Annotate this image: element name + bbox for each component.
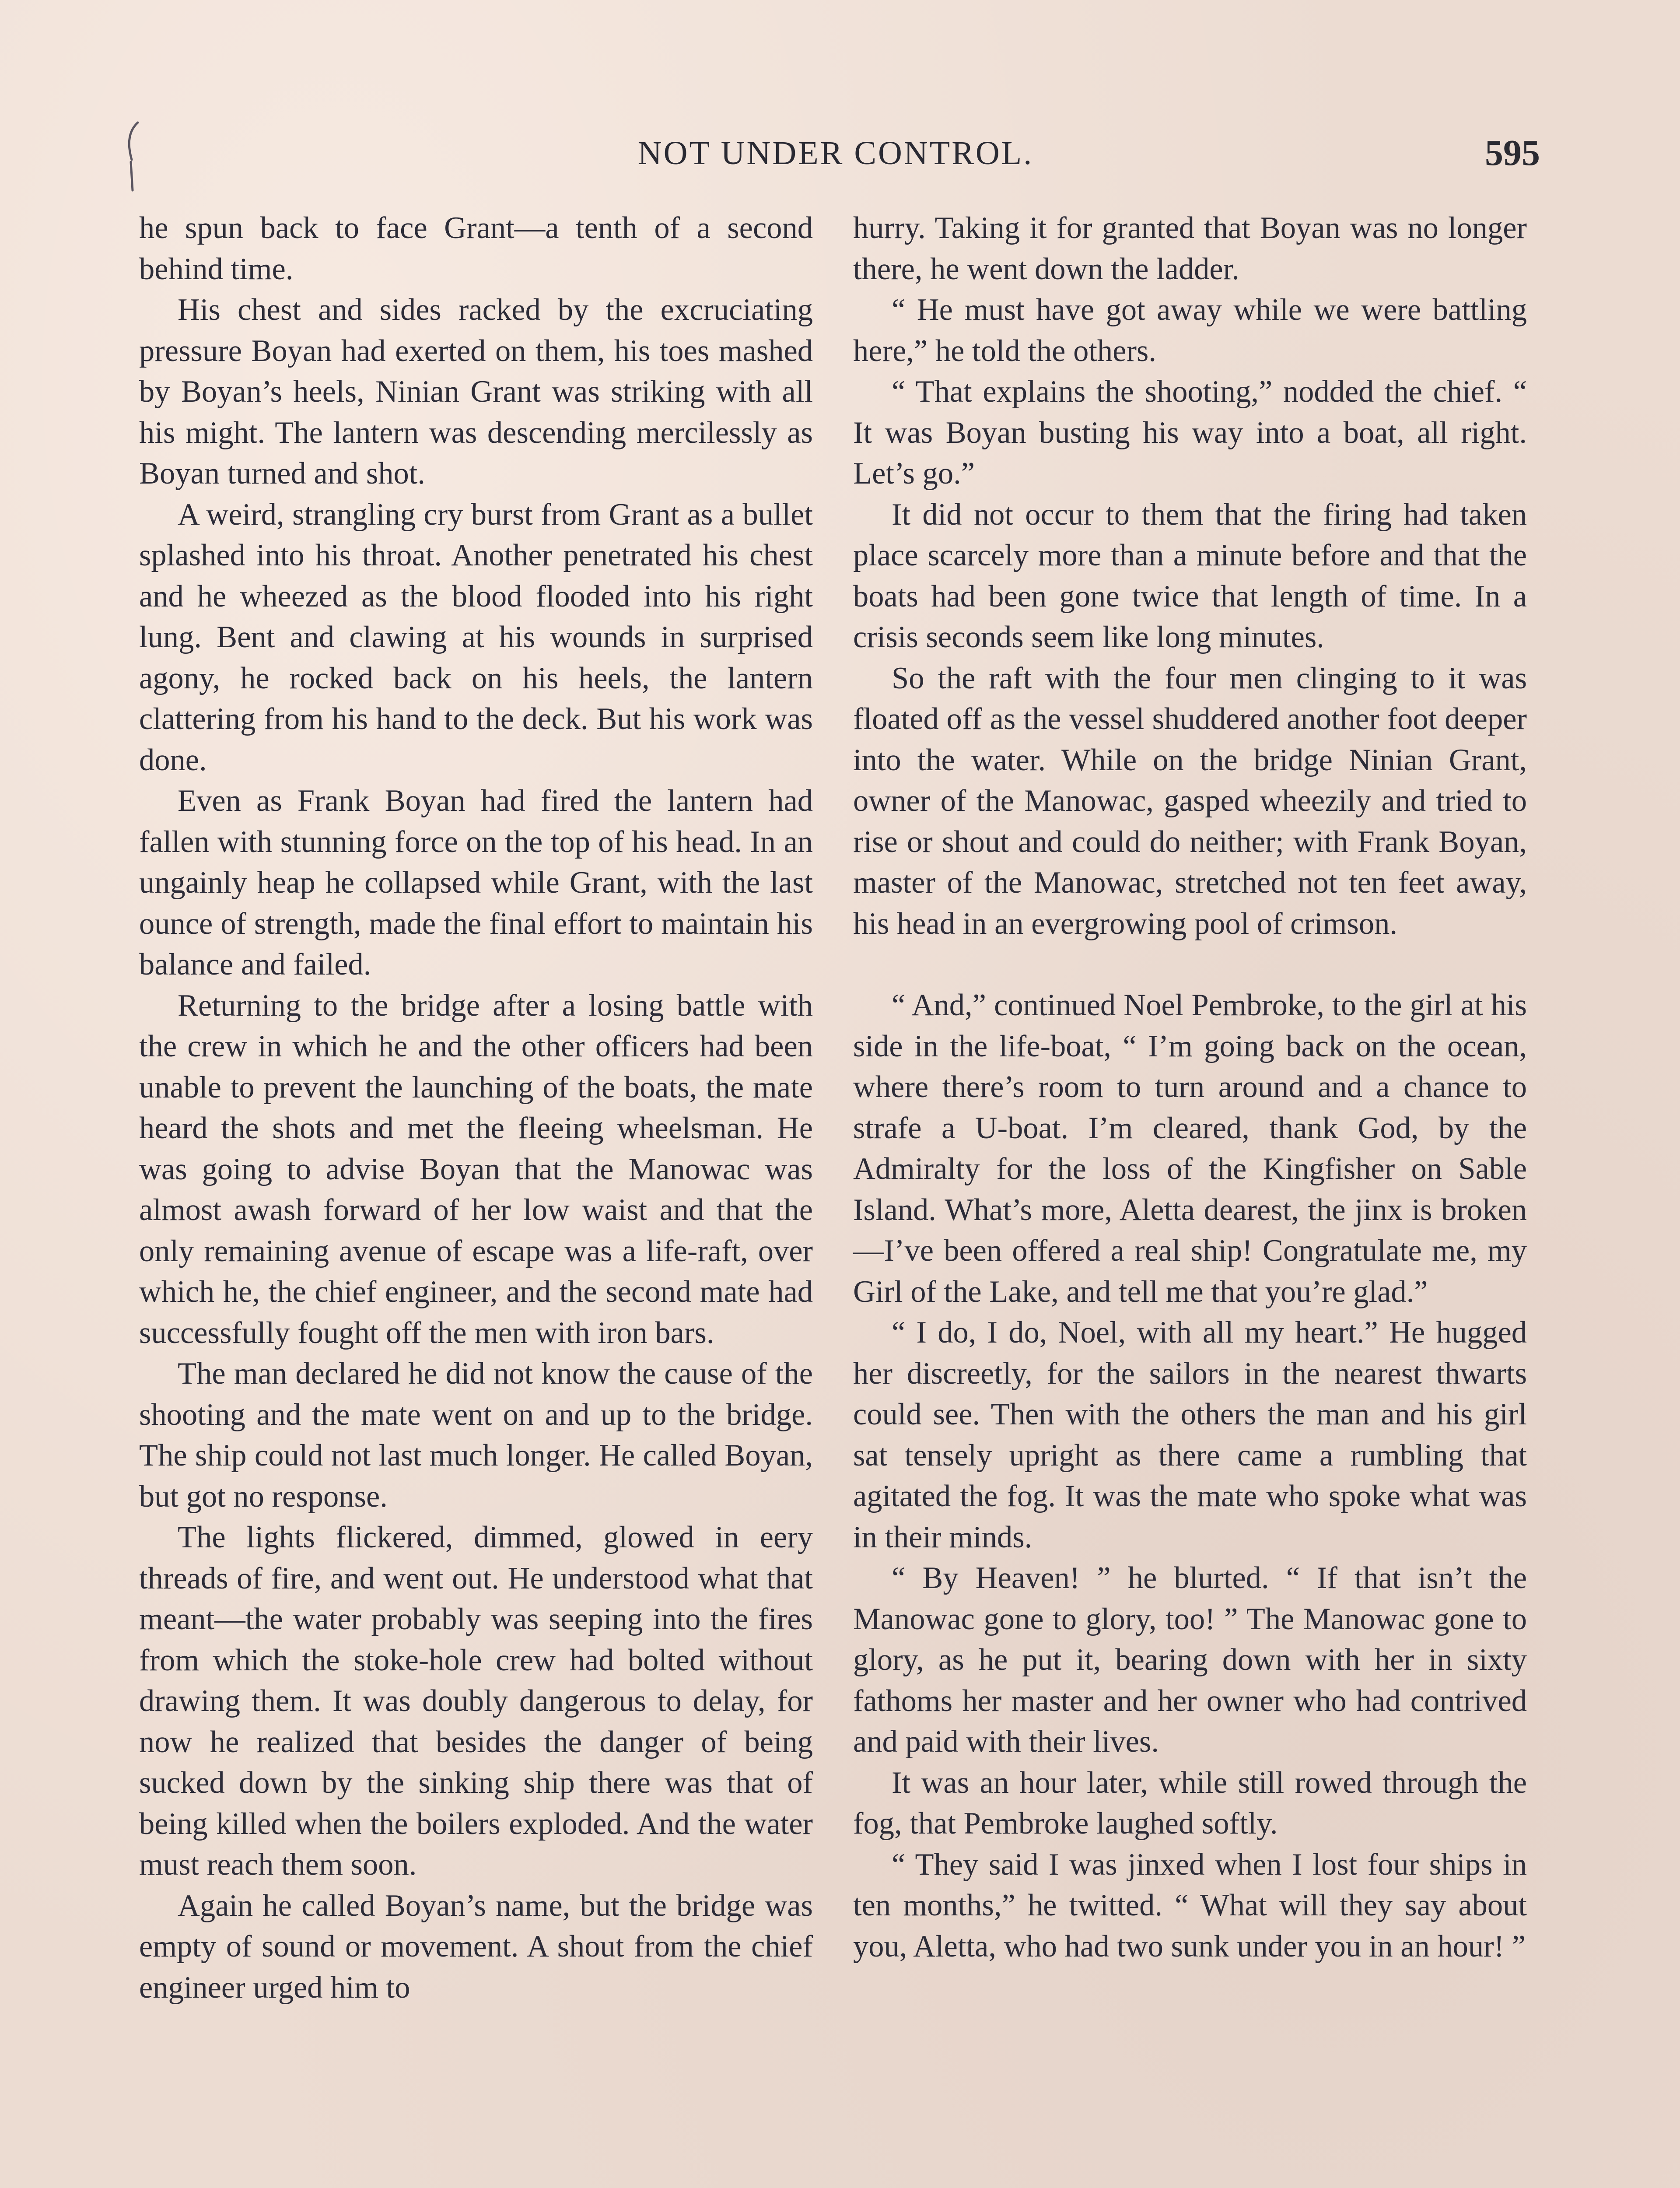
page-number: 595 [1485,133,1540,173]
left-column [139,208,813,2008]
right-column [853,208,1527,1967]
paragraph: Again he called Boyan’s name, but the bridge was empty of sound or movement. A shout from the chief engineer urged him to [139,1888,813,2005]
paragraph: he spun back to face Grant—a tenth of a second behind time. [139,211,813,286]
paragraph: “ He must have got away while we were battling here,” he told the others. [853,293,1527,368]
paragraph: It did not occur to them that the firing had taken place scarcely more than a minute before and that the boats had been gone twice that length of time. In a crisis seconds seem like long minutes. [853,497,1527,654]
running-title: NOT UNDER CONTROL. [637,135,1034,172]
paragraph: A weird, strangling cry burst from Grant as a bullet splashed into his throat. Another penetrated his chest and he wheezed as the blood flooded into his right lung. Bent and clawing at his wounds in surprised agony, he rocked back on his heels, the lantern clattering from his hand to the deck. But his work was done. [139,497,813,777]
paragraph: “ I do, I do, Noel, with all my heart.” He hugged her discreetly, for the sailors in the nearest thwarts could see. Then with the others the man and his girl sat tensely upright as there came a rumbling that agitated the fog. It was the mate who spoke what was in their minds. [853,1315,1527,1554]
paragraph: “ By Heaven! ” he blurted. “ If that isn’t the Manowac gone to glory, too! ” The Manowac gone to glory, as he put it, bearing down with her in sixty fathoms her master and her owner who had contrived and paid with their lives. [853,1561,1527,1759]
paragraph: “ They said I was jinxed when I lost four ships in ten months,” he twitted. “ What will they say about you, Aletta, who had two sunk under you in an hour! ” [853,1847,1527,1964]
paragraph: It was an hour later, while still rowed through the fog, that Pembroke laughed softly. [853,1765,1527,1841]
paragraph: hurry. Taking it for granted that Boyan was no longer there, he went down the ladder. [853,211,1527,286]
paragraph: The lights flickered, dimmed, glowed in eery threads of fire, and went out. He understood what that meant—the water probably was seeping into the fires from which the stoke-hole crew had bolted without drawing them. It was doubly dangerous to delay, for now he realized that besides the danger of being sucked down by the sinking ship there was that of being killed when the boilers exploded. And the water must reach them soon. [139,1520,813,1882]
paragraph: His chest and sides racked by the excruciating pressure Boyan had exerted on them, his toes mashed by Boyan’s heels, Ninian Grant was striking with all his might. The lantern was descending mercilessly as Boyan turned and shot. [139,293,813,491]
paragraph: “ And,” continued Noel Pembroke, to the girl at his side in the life-boat, “ I’m going back on the ocean, where there’s room to turn around and a chance to strafe a U-boat. I’m cleared, thank God, by the Admiralty for the loss of the Kingfisher on Sable Island. What’s more, Aletta dearest, the jinx is broken—I’ve been offered a real ship! Congratulate me, my Girl of the Lake, and tell me that you’re glad.” [853,988,1527,1309]
page-header [131,127,1540,179]
paragraph: “ That explains the shooting,” nodded the chief. “ It was Boyan busting his way into a boat, all right. Let’s go.” [853,375,1527,491]
paragraph: So the raft with the four men clinging to it was floated off as the vessel shuddered another foot deeper into the water. While on the bridge Ninian Grant, owner of the Manowac, gasped wheezily and tried to rise or shout and could do neither; with Frank Boyan, master of the Manowac, stretched not ten feet away, his head in an evergrowing pool of crimson. [853,661,1527,941]
paragraph: The man declared he did not know the cause of the shooting and the mate went on and up to the bridge. The ship could not last much longer. He called Boyan, but got no response. [139,1357,813,1514]
paragraph: Returning to the bridge after a losing battle with the crew in which he and the other officers had been unable to prevent the launching of the boats, the mate heard the shots and met the fleeing wheelsman. He was going to advise Boyan that the Manowac was almost awash forward of her low waist and that the only remaining avenue of escape was a life-raft, over which he, the chief engineer, and the second mate had successfully fought off the men with iron bars. [139,988,813,1350]
paragraph: Even as Frank Boyan had fired the lantern had fallen with stunning force on the top of his head. In an ungainly heap he collapsed while Grant, with the last ounce of strength, made the final effort to maintain his balance and failed. [139,784,813,982]
